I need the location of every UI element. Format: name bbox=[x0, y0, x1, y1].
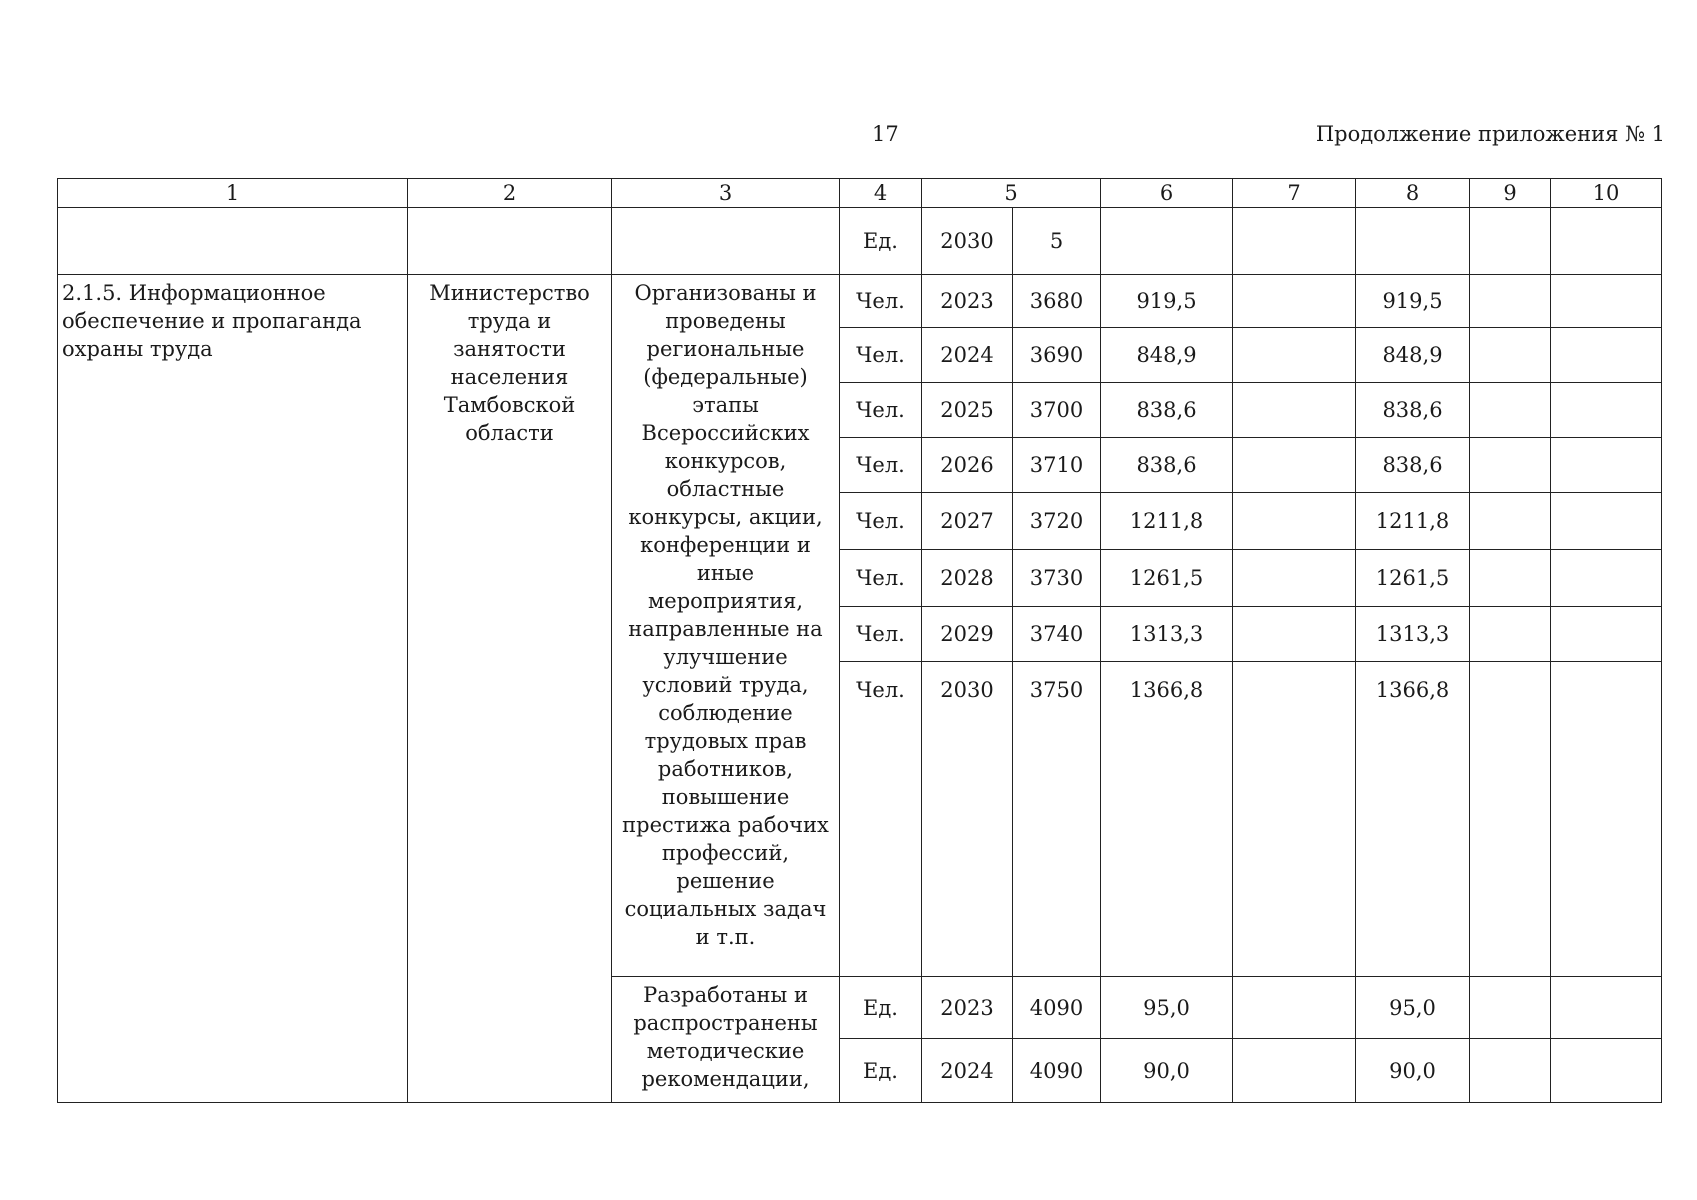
amount-col8: 848,9 bbox=[1356, 328, 1470, 383]
program-table bbox=[57, 178, 1662, 1103]
column-number-row bbox=[58, 179, 1662, 208]
amount-col8: 838,6 bbox=[1356, 383, 1470, 438]
header-col-5: 5 bbox=[922, 179, 1101, 208]
year-cell: 2028 bbox=[922, 550, 1013, 607]
header-col-9: 9 bbox=[1470, 179, 1551, 208]
appendix-continuation-note: Продолжение приложения № 1 bbox=[1315, 122, 1665, 146]
year-cell: 2023 bbox=[922, 977, 1013, 1039]
value-cell: 4090 bbox=[1013, 977, 1101, 1039]
year-cell: 2026 bbox=[922, 438, 1013, 493]
amount-col8: 1313,3 bbox=[1356, 607, 1470, 662]
amount-col6: 1366,8 bbox=[1101, 662, 1233, 977]
unit-cell: Чел. bbox=[840, 438, 922, 493]
amount-col6: 1211,8 bbox=[1101, 493, 1233, 550]
amount-col8: 1366,8 bbox=[1356, 662, 1470, 977]
value-cell: 3720 bbox=[1013, 493, 1101, 550]
unit-cell: Ед. bbox=[840, 977, 922, 1039]
amount-col6: 90,0 bbox=[1101, 1039, 1233, 1103]
table-row bbox=[58, 275, 1662, 328]
unit-cell: Чел. bbox=[840, 607, 922, 662]
amount-col6: 1313,3 bbox=[1101, 607, 1233, 662]
page-number: 17 bbox=[872, 122, 899, 146]
amount-col8: 1261,5 bbox=[1356, 550, 1470, 607]
value-cell: 4090 bbox=[1013, 1039, 1101, 1103]
year-cell: 2023 bbox=[922, 275, 1013, 328]
unit-cell: Ед. bbox=[840, 208, 922, 275]
unit-cell: Чел. bbox=[840, 275, 922, 328]
year-cell: 2029 bbox=[922, 607, 1013, 662]
header-col-7: 7 bbox=[1233, 179, 1356, 208]
year-cell: 2024 bbox=[922, 328, 1013, 383]
value-cell: 5 bbox=[1013, 208, 1101, 275]
unit-cell: Чел. bbox=[840, 383, 922, 438]
amount-col6: 838,6 bbox=[1101, 383, 1233, 438]
year-cell: 2025 bbox=[922, 383, 1013, 438]
amount-col6: 1261,5 bbox=[1101, 550, 1233, 607]
amount-col6: 95,0 bbox=[1101, 977, 1233, 1039]
result-description-1: Организованы и проведены региональные (федеральные) этапы Всероссийских конкурсов, областные конкурсы, акции, конференции и иные мероприятия, направленные на улучшение условий труда, соблюдение трудовых прав работников, повышение престижа рабочих профессий, решение социальных задач и т.п. bbox=[612, 275, 840, 977]
task-name: 2.1.5. Информационное обеспечение и пропаганда охраны труда bbox=[58, 275, 408, 1103]
amount-col8: 95,0 bbox=[1356, 977, 1470, 1039]
header-col-3: 3 bbox=[612, 179, 840, 208]
amount-col8: 919,5 bbox=[1356, 275, 1470, 328]
table-row bbox=[58, 208, 1662, 275]
header-col-8: 8 bbox=[1356, 179, 1470, 208]
value-cell: 3730 bbox=[1013, 550, 1101, 607]
value-cell: 3740 bbox=[1013, 607, 1101, 662]
year-cell: 2030 bbox=[922, 208, 1013, 275]
amount-col8: 838,6 bbox=[1356, 438, 1470, 493]
amount-col6: 919,5 bbox=[1101, 275, 1233, 328]
header-col-1: 1 bbox=[58, 179, 408, 208]
value-cell: 3680 bbox=[1013, 275, 1101, 328]
executor-name: Министерство труда и занятости населения Тамбовской области bbox=[408, 275, 612, 1103]
year-cell: 2024 bbox=[922, 1039, 1013, 1103]
header-col-10: 10 bbox=[1551, 179, 1662, 208]
unit-cell: Чел. bbox=[840, 550, 922, 607]
year-cell: 2030 bbox=[922, 662, 1013, 977]
result-description-2: Разработаны и распространены методические рекомендации, bbox=[612, 977, 840, 1103]
header-col-2: 2 bbox=[408, 179, 612, 208]
unit-cell: Чел. bbox=[840, 493, 922, 550]
amount-col6: 848,9 bbox=[1101, 328, 1233, 383]
header-col-4: 4 bbox=[840, 179, 922, 208]
amount-col8: 1211,8 bbox=[1356, 493, 1470, 550]
value-cell: 3690 bbox=[1013, 328, 1101, 383]
unit-cell: Чел. bbox=[840, 328, 922, 383]
header-col-6: 6 bbox=[1101, 179, 1233, 208]
unit-cell: Ед. bbox=[840, 1039, 922, 1103]
value-cell: 3710 bbox=[1013, 438, 1101, 493]
amount-col6: 838,6 bbox=[1101, 438, 1233, 493]
value-cell: 3700 bbox=[1013, 383, 1101, 438]
amount-col8: 90,0 bbox=[1356, 1039, 1470, 1103]
unit-cell: Чел. bbox=[840, 662, 922, 977]
year-cell: 2027 bbox=[922, 493, 1013, 550]
value-cell: 3750 bbox=[1013, 662, 1101, 977]
